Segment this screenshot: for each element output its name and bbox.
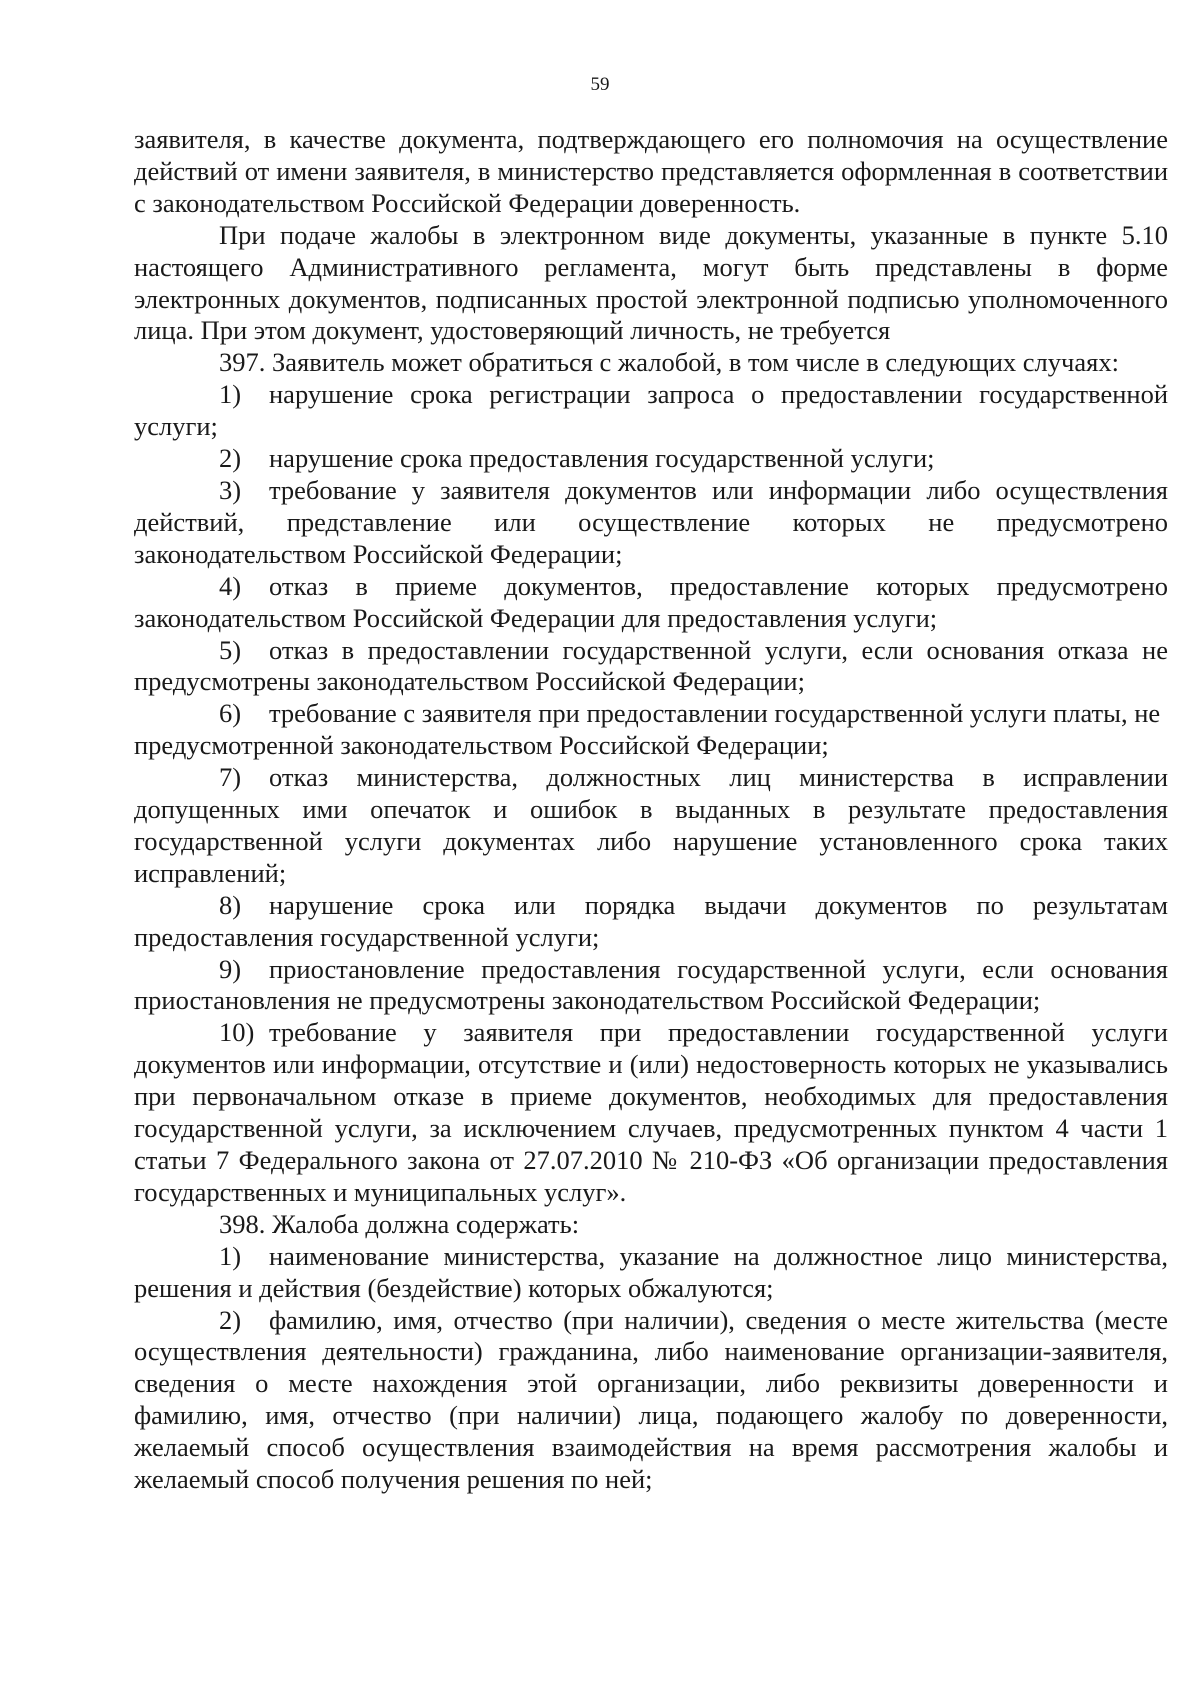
list-item-text: требование у заявителя документов или информации либо осуществления действий, представление или осуществление которых не предусмотрено законодательством Российской Федерации; bbox=[134, 474, 1168, 569]
list-item-text: отказ в предоставлении государственной услуги, если основания отказа не предусмотрены законодательством Российской Федерации; bbox=[134, 634, 1168, 697]
list-item-text: требование у заявителя при предоставлении государственной услуги документов или информации, отсутствие и (или) недостоверность которых не указывались при первоначальном отказе в приеме документов, необходимых для предоставления государственной услуги, за исключением случаев, предусмотренных пунктом 4 части 1 статьи 7 Федерального закона от 27.07.2010 № 210-ФЗ «Об организации предоставления государственных и муниципальных услуг». bbox=[134, 1017, 1168, 1207]
list-item bbox=[134, 443, 1168, 475]
list-item bbox=[134, 635, 1168, 699]
electronic-submission-paragraph: При подаче жалобы в электронном виде документы, указанные в пункте 5.10 настоящего Административного регламента, могут быть представлены в форме электронных документов, подписанных простой электронной подписью уполномоченного лица. При этом документ, удостоверяющий личность, не требуется bbox=[134, 219, 1168, 346]
list-item bbox=[134, 475, 1168, 571]
list-item bbox=[134, 1241, 1168, 1305]
list-item bbox=[134, 698, 1168, 762]
list-item-number: 2) bbox=[219, 1304, 242, 1335]
list-item-number: 1) bbox=[219, 1240, 242, 1271]
list-item bbox=[134, 379, 1168, 443]
list-item-number: 1) bbox=[219, 379, 242, 410]
list-item-number: 8) bbox=[219, 889, 242, 920]
list-item-number: 6) bbox=[219, 698, 242, 729]
list-item-text: отказ министерства, должностных лиц министерства в исправлении допущенных ими опечаток и ошибок в выданных в результате предоставления государственной услуги документах либо нарушение установленного срока таких исправлений; bbox=[134, 762, 1168, 888]
list-item-text: приостановление предоставления государственной услуги, если основания приостановления не предусмотрены законодательством Российской Федерации; bbox=[134, 953, 1168, 1016]
list-item bbox=[134, 571, 1168, 635]
list-item bbox=[134, 1305, 1168, 1496]
list-item bbox=[134, 890, 1168, 954]
page-number: 59 bbox=[590, 74, 610, 95]
list-item bbox=[134, 1017, 1168, 1208]
document-body bbox=[134, 124, 1168, 1496]
list-item bbox=[134, 954, 1168, 1018]
list-item-text: фамилию, имя, отчество (при наличии), сведения о месте жительства (месте осуществления деятельности) гражданина, либо наименование организации-заявителя, сведения о месте нахождения этой организации, либо реквизиты доверенности и фамилию, имя, отчество (при наличии) лица, подающего жалобу по доверенности, желаемый способ осуществления взаимодействия на время рассмотрения жалобы и желаемый способ получения решения по ней; bbox=[134, 1304, 1168, 1495]
list-item-number: 2) bbox=[219, 443, 242, 474]
section-398-heading: 398. Жалоба должна содержать: bbox=[219, 1208, 580, 1239]
list-item-text: нарушение срока предоставления государственной услуги; bbox=[269, 443, 935, 474]
list-item-number: 10) bbox=[219, 1017, 255, 1048]
list-item bbox=[134, 762, 1168, 890]
list-item-number: 3) bbox=[219, 474, 242, 505]
section-397-heading: 397. Заявитель может обратиться с жалобой, в том числе в следующих случаях: bbox=[219, 347, 1119, 378]
list-item-text: наименование министерства, указание на должностное лицо министерства, решения и действия (бездействие) которых обжалуются; bbox=[134, 1240, 1168, 1303]
list-item-number: 4) bbox=[219, 570, 242, 601]
list-item-text: нарушение срока или порядка выдачи документов по результатам предоставления государственной услуги; bbox=[134, 889, 1168, 952]
list-item-text: отказ в приеме документов, предоставление которых предусмотрено законодательством Российской Федерации для предоставления услуги; bbox=[134, 570, 1168, 633]
list-item-text: требование с заявителя при предоставлении государственной услуги платы, не предусмотренной законодательством Российской Федерации; bbox=[134, 698, 1161, 761]
list-item-text: нарушение срока регистрации запроса о предоставлении государственной услуги; bbox=[134, 379, 1168, 442]
list-item-number: 7) bbox=[219, 762, 242, 793]
intro-paragraph: заявителя, в качестве документа, подтверждающего его полномочия на осуществление действий от имени заявителя, в министерство представляется оформленная в соответствии с законодательством Российской Федерации доверенность. bbox=[134, 124, 1168, 218]
list-item-number: 9) bbox=[219, 953, 242, 984]
list-item-number: 5) bbox=[219, 634, 242, 665]
